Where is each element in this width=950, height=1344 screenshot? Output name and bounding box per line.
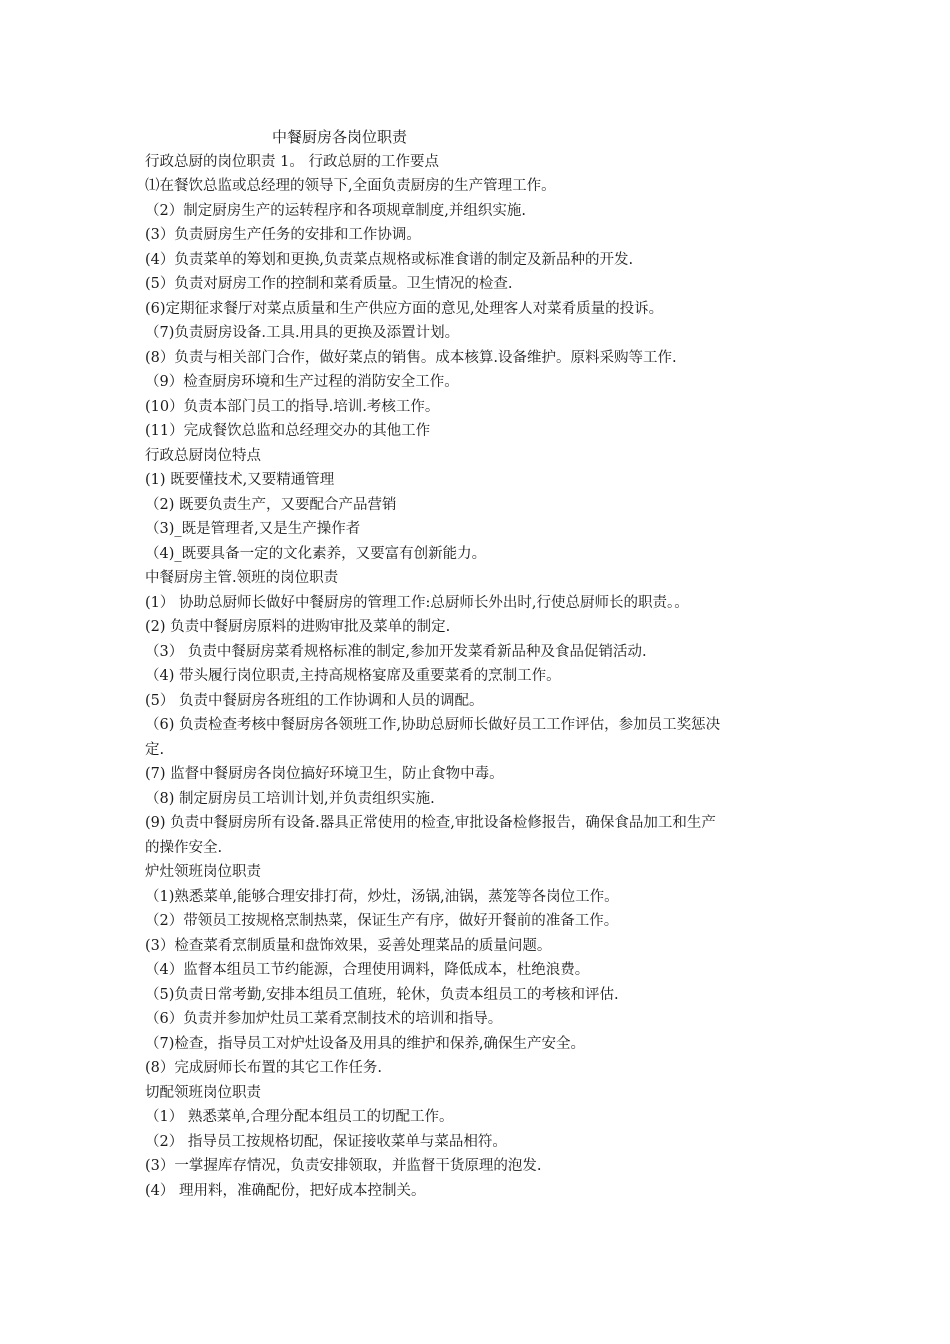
document-body bbox=[145, 125, 815, 1203]
document-line: （4) 带头履行岗位职责,主持高规格宴席及重要菜肴的烹制工作。 bbox=[145, 668, 561, 684]
document-line: （5)负责日常考勤,安排本组员工值班，轮休，负责本组员工的考核和评估. bbox=[145, 986, 619, 1003]
document-line: (10）负责本部门员工的指导.培训.考核工作。 bbox=[145, 398, 440, 415]
document-line: 行政总厨的岗位职责 1。 行政总厨的工作要点 bbox=[145, 153, 439, 170]
document-line: 的操作安全. bbox=[145, 839, 223, 856]
document-line: (1） 协助总厨师长做好中餐厨房的管理工作:总厨师长外出时,行使总厨师长的职责。。 bbox=[145, 594, 689, 611]
document-title: 中餐厨房各岗位职责 bbox=[272, 128, 408, 146]
document-line: （6）负责并参加炉灶员工菜肴烹制技术的培训和指导。 bbox=[145, 1011, 503, 1027]
document-line: （8) 制定厨房员工培训计划,并负责组织实施. bbox=[145, 790, 435, 807]
document-line: (3）负责厨房生产任务的安排和工作协调。 bbox=[145, 227, 421, 243]
document-line: (5） 负责中餐厨房各班组的工作协调和人员的调配。 bbox=[145, 692, 484, 709]
document-line: （7)负责厨房设备.工具.用具的更换及添置计划。 bbox=[145, 325, 460, 341]
document-line: (4） 理用料，准确配份，把好成本控制关。 bbox=[145, 1182, 426, 1199]
document-line: 切配领班岗位职责 bbox=[145, 1084, 261, 1101]
document-line: (7) 监督中餐厨房各岗位搞好环境卫生，防止食物中毒。 bbox=[145, 766, 504, 782]
document-line: （3） 负责中餐厨房菜肴规格标准的制定,参加开发菜肴新品种及食品促销活动. bbox=[145, 643, 647, 660]
document-line: （2） 指导员工按规格切配，保证接收菜单与菜品相符。 bbox=[145, 1133, 507, 1150]
document-line: (11）完成餐饮总监和总经理交办的其他工作 bbox=[145, 423, 431, 439]
document-line: ⑴在餐饮总监或总经理的领导下,全面负责厨房的生产管理工作。 bbox=[145, 178, 556, 194]
document-line: （3)_既是管理者,又是生产操作者 bbox=[145, 521, 361, 537]
document-line: (8）负责与相关部门合作，做好菜点的销售。成本核算.设备维护。原料采购等工作. bbox=[145, 349, 677, 366]
document-line: （7)检查，指导员工对炉灶设备及用具的维护和保养,确保生产安全。 bbox=[145, 1035, 585, 1052]
document-line: (5）负责对厨房工作的控制和菜肴质量。卫生情况的检查. bbox=[145, 276, 513, 292]
document-line: （4）监督本组员工节约能源，合理使用调料，降低成本，杜绝浪费。 bbox=[145, 962, 590, 978]
document-line: 定. bbox=[145, 741, 165, 758]
document-line: （6) 负责检查考核中餐厨房各领班工作,协助总厨师长做好员工工作评估，参加员工奖惩决 bbox=[145, 717, 721, 733]
document-line: (1) 既要懂技术,又要精通管理 bbox=[145, 472, 335, 488]
document-line: (8）完成厨师长布置的其它工作任务. bbox=[145, 1060, 382, 1076]
document-line: 中餐厨房主管.领班的岗位职责 bbox=[145, 570, 339, 586]
document-lines bbox=[145, 150, 815, 1204]
document-line: (4）负责菜单的筹划和更换,负责菜点规格或标准食谱的制定及新品种的开发. bbox=[145, 251, 634, 268]
document-line: (3）检查菜肴烹制质量和盘饰效果，妥善处理菜品的质量问题。 bbox=[145, 937, 552, 954]
document-line: 行政总厨岗位特点 bbox=[145, 447, 261, 464]
document-line: (3）一掌握库存情况，负责安排领取，并监督干货原理的泡发. bbox=[145, 1158, 542, 1174]
document-line: （1） 熟悉菜单,合理分配本组员工的切配工作。 bbox=[145, 1109, 454, 1125]
document-line: （9）检查厨房环境和生产过程的消防安全工作。 bbox=[145, 374, 459, 390]
document-line: （2) 既要负责生产，又要配合产品营销 bbox=[145, 496, 397, 513]
document-line: (9) 负责中餐厨房所有设备.器具正常使用的检查,审批设备检修报告，确保食品加工和生产 bbox=[145, 815, 716, 831]
document-line: (6)定期征求餐厅对菜点质量和生产供应方面的意见,处理客人对菜肴质量的投诉。 bbox=[145, 300, 664, 317]
document-line: （4)_既要具备一定的文化素养，又要富有创新能力。 bbox=[145, 545, 487, 562]
document-line: （1)熟悉菜单,能够合理安排打荷，炒灶，汤锅,油锅，蒸笼等各岗位工作。 bbox=[145, 888, 619, 905]
document-line: 炉灶领班岗位职责 bbox=[145, 864, 261, 880]
document-line: （2）带领员工按规格烹制热菜，保证生产有序，做好开餐前的准备工作。 bbox=[145, 913, 619, 929]
document-line: （2）制定厨房生产的运转程序和各项规章制度,并组织实施. bbox=[145, 202, 526, 219]
document-line: (2) 负责中餐厨房原料的进购审批及菜单的制定. bbox=[145, 619, 451, 635]
